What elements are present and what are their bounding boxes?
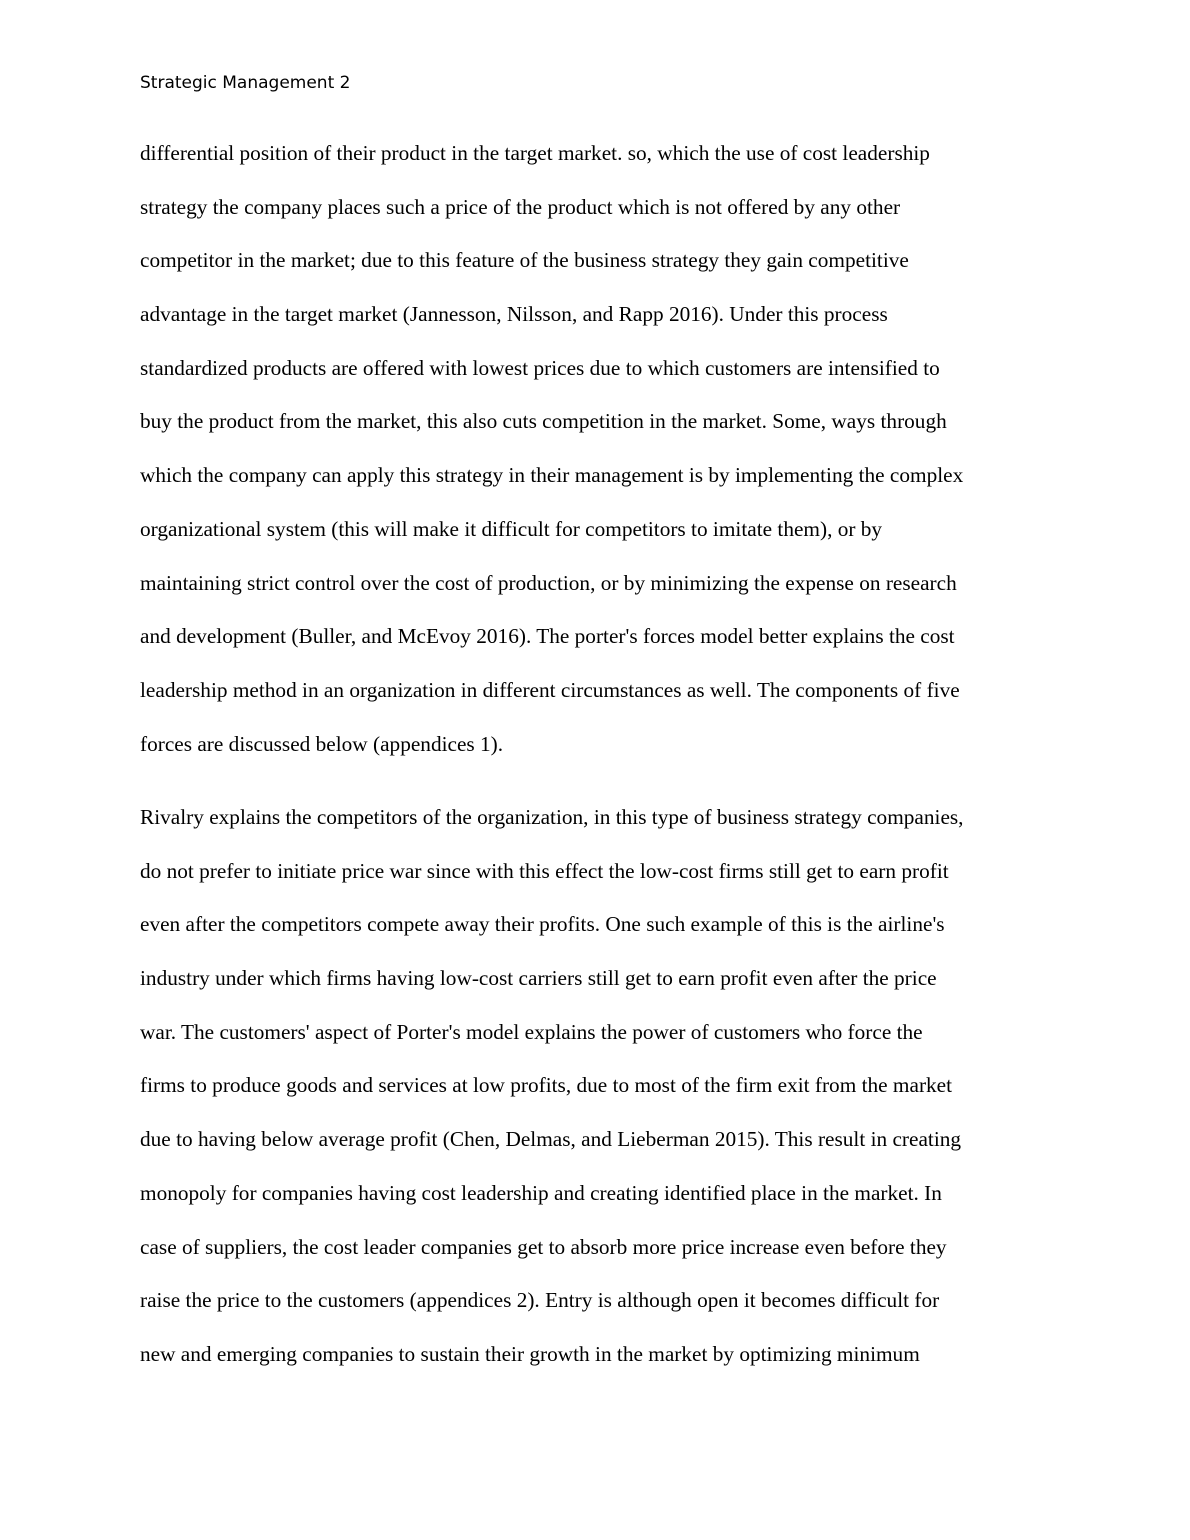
text-line: and development (Buller, and McEvoy 2016). The porter's forces model better explains the cost: [140, 624, 955, 649]
text-line: strategy the company places such a price of the product which is not offered by any other: [140, 194, 901, 219]
running-header: [140, 71, 350, 95]
text-line: differential position of their product in the target market. so, which the use of cost leadership: [140, 141, 930, 165]
text-line: monopoly for companies having cost leadership and creating identified place in the market. In: [140, 1180, 942, 1205]
text-line: firms to produce goods and services at low profits, due to most of the firm exit from the market: [140, 1073, 953, 1098]
text-line: even after the competitors compete away their profits. One such example of this is the airline's: [140, 912, 945, 937]
text-line: competitor in the market; due to this feature of the business strategy they gain competitive: [140, 248, 909, 273]
text-line: standardized products are offered with lowest prices due to which customers are intensified to: [140, 355, 940, 380]
header-page-number: 2: [339, 73, 351, 93]
header-title: Strategic Management: [140, 73, 335, 93]
text-line: leadership method in an organization in different circumstances as well. The components of five: [140, 677, 960, 702]
text-line: do not prefer to initiate price war since with this effect the low-cost firms still get to earn profit: [140, 858, 949, 883]
text-line: due to having below average profit (Chen, Delmas, and Lieberman 2015). This result in creating: [140, 1127, 962, 1152]
text-line: Rivalry explains the competitors of the organization, in this type of business strategy companies,: [140, 805, 964, 829]
text-line: advantage in the target market (Jannesson, Nilsson, and Rapp 2016). Under this process: [140, 302, 888, 327]
paragraph-cost-leadership: [140, 127, 1048, 771]
text-line: buy the product from the market, this also cuts competition in the market. Some, ways through: [140, 409, 947, 434]
text-line: forces are discussed below (appendices 1).: [140, 731, 504, 756]
text-line: industry under which firms having low-cost carriers still get to earn profit even after the price: [140, 966, 937, 991]
text-line: new and emerging companies to sustain their growth in the market by optimizing minimum: [140, 1341, 920, 1366]
text-line: maintaining strict control over the cost of production, or by minimizing the expense on research: [140, 570, 957, 595]
text-line: war. The customers' aspect of Porter's model explains the power of customers who force the: [140, 1019, 923, 1044]
text-line: case of suppliers, the cost leader companies get to absorb more price increase even before they: [140, 1234, 947, 1259]
text-line: raise the price to the customers (appendices 2). Entry is although open it becomes difficult for: [140, 1288, 940, 1313]
paragraph-rivalry: [140, 791, 1048, 1382]
text-line: organizational system (this will make it difficult for competitors to imitate them), or by: [140, 516, 883, 541]
text-line: which the company can apply this strategy in their management is by implementing the complex: [140, 463, 964, 488]
